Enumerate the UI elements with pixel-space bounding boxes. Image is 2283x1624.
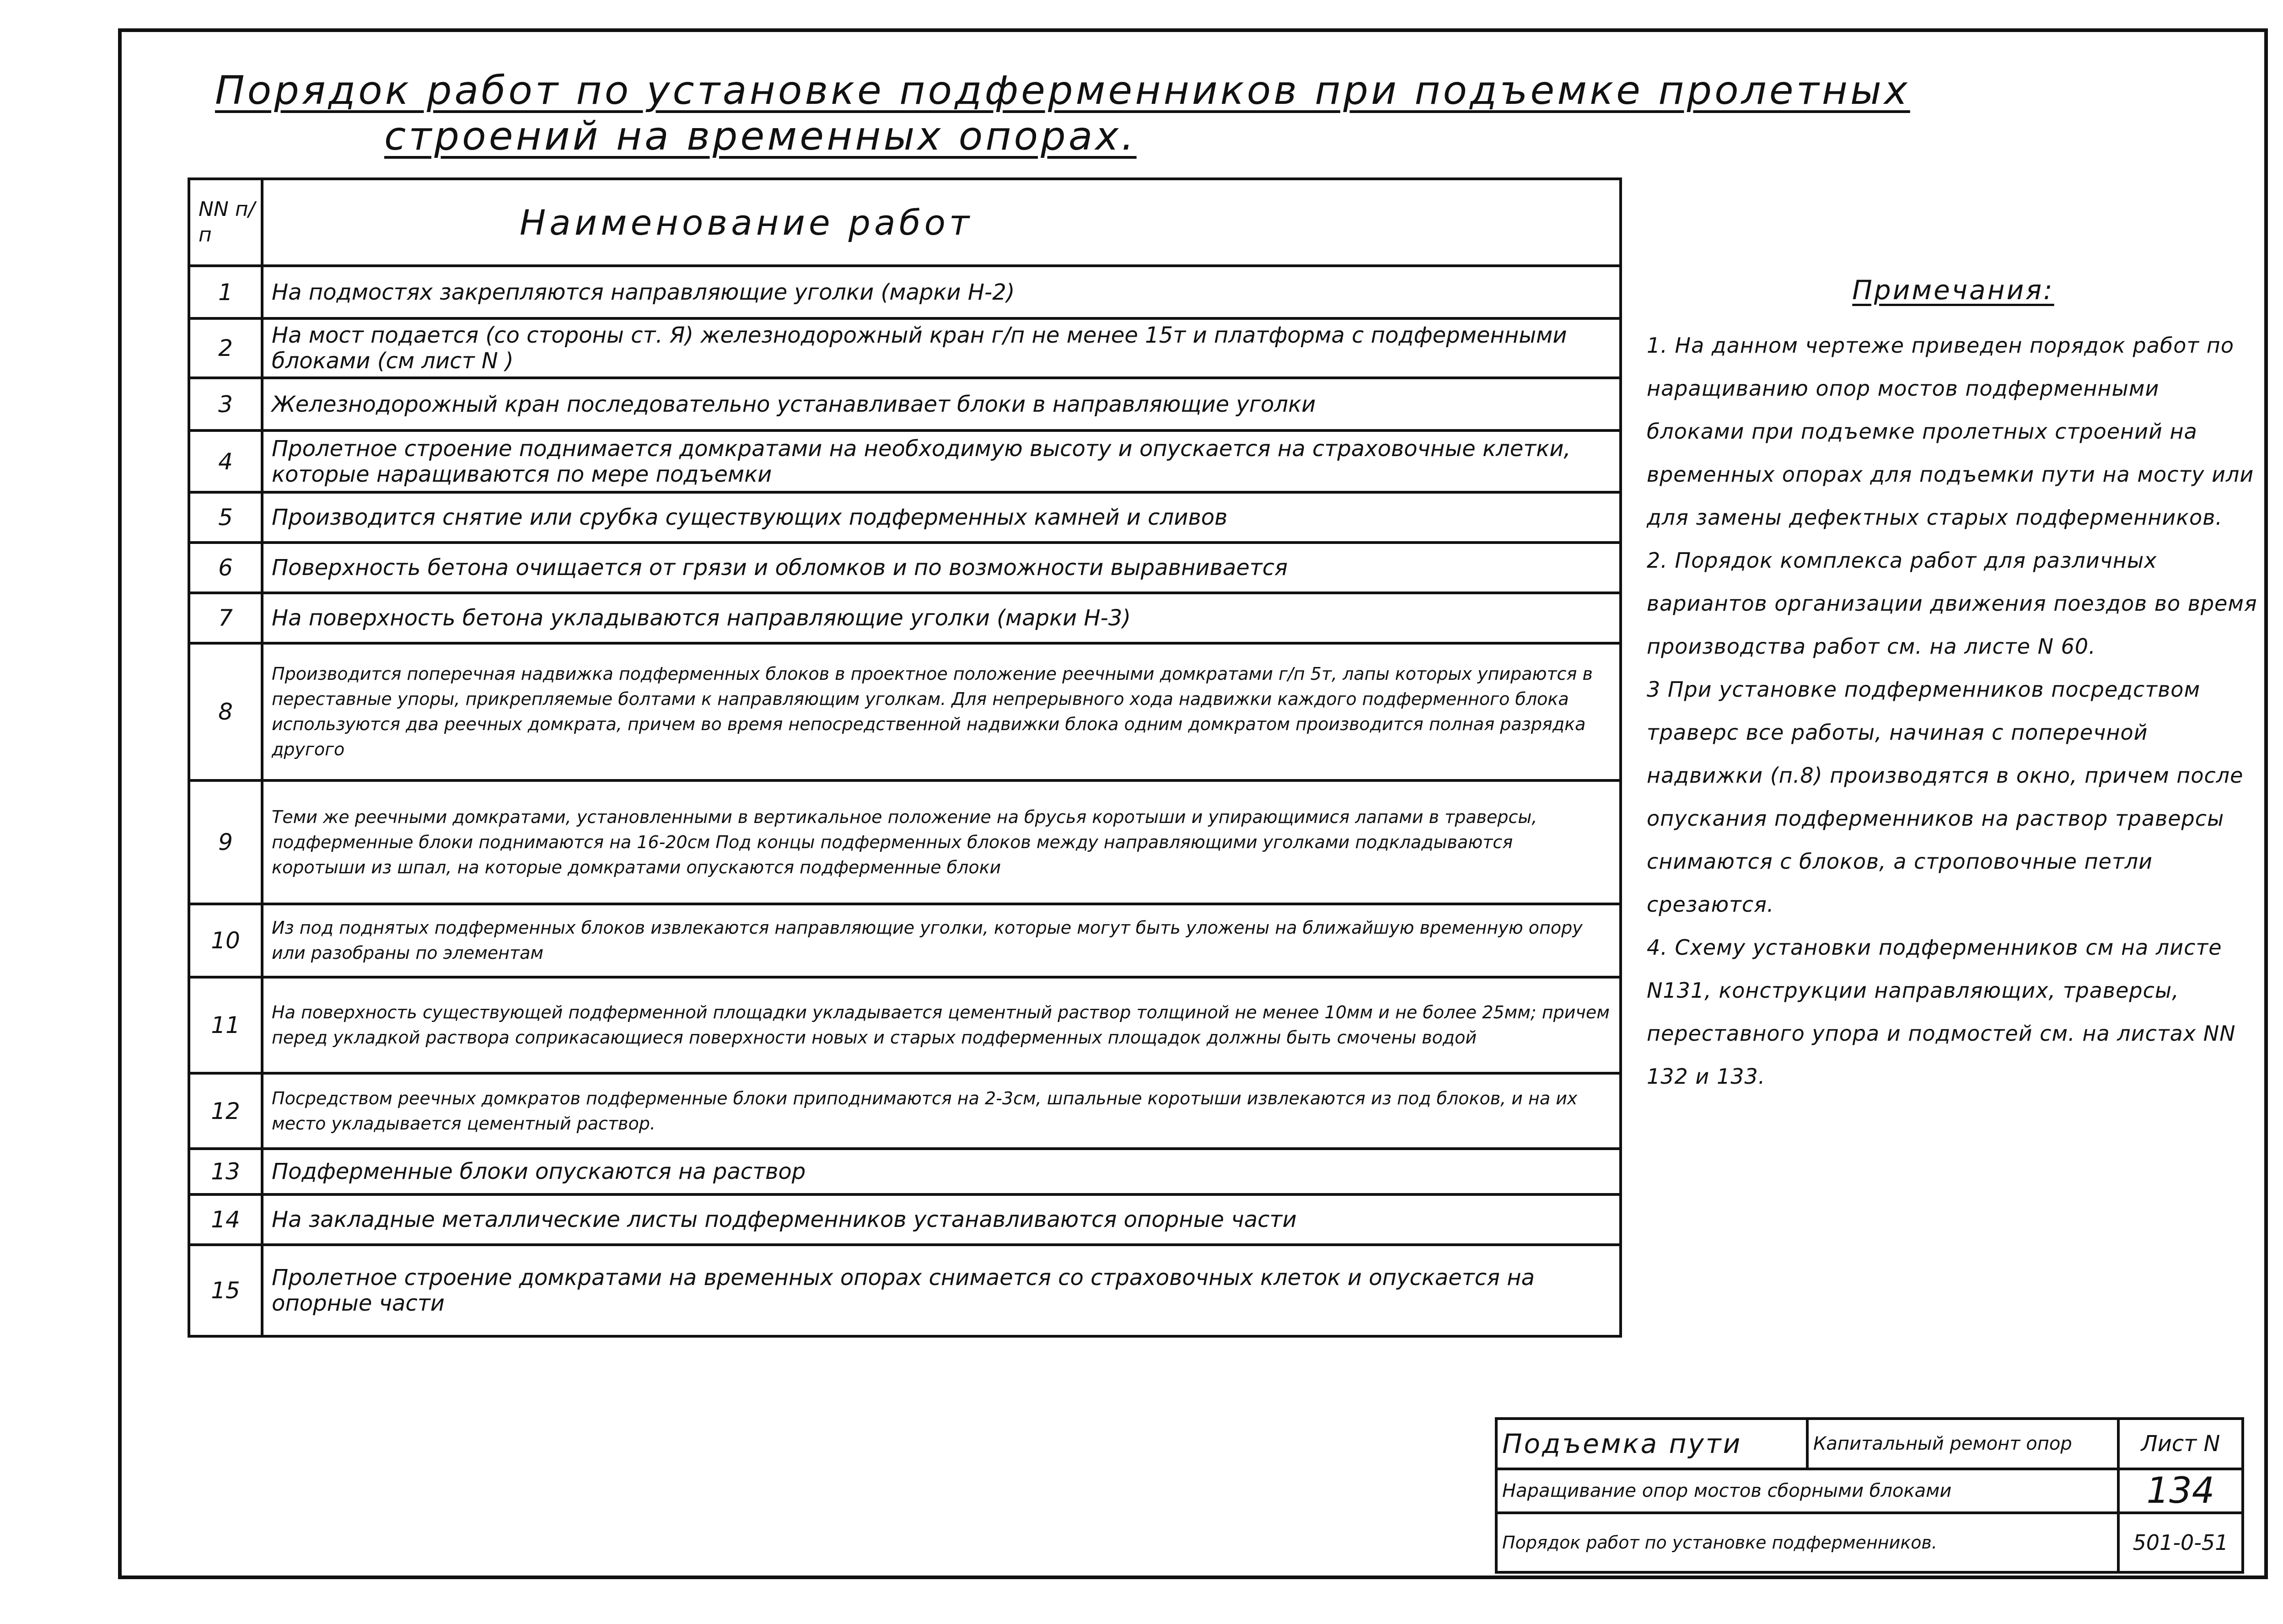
table-row [189, 1073, 1621, 1149]
row-num: 10 [189, 904, 262, 977]
row-num: 4 [189, 430, 262, 492]
row-num: 9 [189, 780, 262, 904]
row-text: Производится снятие или срубка существующих подферменных камней и сливов [262, 492, 1621, 543]
stamp-section: Подъемка пути [1496, 1419, 1807, 1469]
row-text: Подферменные блоки опускаются на раствор [262, 1149, 1621, 1194]
row-num: 15 [189, 1245, 262, 1336]
title-block [1495, 1417, 2244, 1574]
notes-block [1647, 274, 2260, 1098]
row-text: Поверхность бетона очищается от грязи и обломков и по возможности выравнивается [262, 543, 1621, 593]
row-text: На мост подается (со стороны ст. Я) железнодорожный кран г/п не менее 15т и платформа с подферменными блоками (см лист N ) [262, 318, 1621, 378]
stamp-sheet-title: Порядок работ по установке подферменников. [1496, 1513, 2118, 1572]
row-text: Теми же реечными домкратами, установленными в вертикальное положение на брусья коротыши и упирающимися лапами в траверсы, подферменные блоки поднимаются на 16-20см Под концы подферменных блоков между направляющими уголками подкладываются коротыши из шпал, на которые домкратами опускаются подферменные блоки [262, 780, 1621, 904]
table-row [189, 643, 1621, 780]
row-text: Железнодорожный кран последовательно устанавливает блоки в направляющие уголки [262, 378, 1621, 430]
row-text: На поверхность бетона укладываются направляющие уголки (марки Н-3) [262, 593, 1621, 643]
row-text: Пролетное строение поднимается домкратами на необходимую высоту и опускается на страховочные клетки, которые наращиваются по мере подъемки [262, 430, 1621, 492]
table-row [189, 543, 1621, 593]
row-num: 1 [189, 266, 262, 318]
row-text: Из под поднятых подферменных блоков извлекаются направляющие уголки, которые могут быть уложены на ближайшую временную опору или разобраны по элементам [262, 904, 1621, 977]
row-text: Производится поперечная надвижка подферменных блоков в проектное положение реечными домкратами г/п 5т, лапы которых упираются в переставные упоры, прикрепляемые болтами к направляющим уголкам. Для непрерывного хода надвижки каждого подферменного блока используются два реечных домкрата, причем во время непосредственной надвижки блока одним домкратом производится полная разрядка другого [262, 643, 1621, 780]
page-title-line-1: Порядок работ по установке подферменников при подъемке пролетных [215, 68, 1910, 113]
row-num: 11 [189, 977, 262, 1073]
row-text: Посредством реечных домкратов подферменные блоки приподнимаются на 2-3см, шпальные коротыши извлекаются из под блоков, и на их место укладывается цементный раствор. [262, 1073, 1621, 1149]
table-row [189, 378, 1621, 430]
row-num: 7 [189, 593, 262, 643]
table-row [189, 1149, 1621, 1194]
table-row [189, 977, 1621, 1073]
note-item: 1. На данном чертеже приведен порядок работ по наращиванию опор мостов подферменными блоками при подъемке пролетных строений на временных опорах для подъемки пути на мосту или для замены дефектных старых подферменников. [1647, 333, 2254, 530]
table-row [189, 1245, 1621, 1336]
note-item: 2. Порядок комплекса работ для различных вариантов организации движения поездов во время производства работ см. на листе N 60. [1647, 548, 2257, 659]
stamp-category: Капитальный ремонт опор [1807, 1419, 2118, 1469]
table-row [189, 904, 1621, 977]
row-num: 5 [189, 492, 262, 543]
stamp-code: 501-0-51 [2118, 1513, 2243, 1572]
row-text: На закладные металлические листы подферменников устанавливаются опорные части [262, 1194, 1621, 1245]
row-num: 8 [189, 643, 262, 780]
table-row [189, 780, 1621, 904]
row-text: Пролетное строение домкратами на временных опорах снимается со страховочных клеток и опускается на опорные части [262, 1245, 1621, 1336]
table-row [189, 492, 1621, 543]
note-item: 3 При установке подферменников посредством траверс все работы, начиная с поперечной надвижки (п.8) производятся в окно, причем после опускания подферменников на раствор траверсы снимаются с блоков, а строповочные петли срезаются. [1647, 677, 2244, 917]
row-num: 13 [189, 1149, 262, 1194]
page-title-line-2: строений на временных опорах. [384, 113, 1137, 159]
stamp-sheet-number: 134 [2118, 1469, 2243, 1513]
stamp-subject: Наращивание опор мостов сборными блоками [1496, 1469, 2118, 1513]
header-num: NN п/п [189, 179, 262, 266]
row-num: 2 [189, 318, 262, 378]
table-row [189, 266, 1621, 318]
note-item: 4. Схему установки подферменников см на листе N131, конструкции направляющих, траверсы, переставного упора и подмостей см. на листах NN 132 и 133. [1647, 935, 2236, 1089]
row-num: 6 [189, 543, 262, 593]
row-text: На подмостях закрепляются направляющие уголки (марки Н-2) [262, 266, 1621, 318]
stamp-sheet-label: Лист N [2118, 1419, 2243, 1469]
row-text: На поверхность существующей подферменной площадки укладывается цементный раствор толщиной не менее 10мм и не более 25мм; причем перед укладкой раствора соприкасающиеся поверхности новых и старых подферменных площадок должны быть смочены водой [262, 977, 1621, 1073]
table-row [189, 593, 1621, 643]
notes-title: Примечания: [1852, 274, 2054, 306]
row-num: 12 [189, 1073, 262, 1149]
works-table-header [189, 179, 1621, 266]
table-row [189, 430, 1621, 492]
row-num: 3 [189, 378, 262, 430]
row-num: 14 [189, 1194, 262, 1245]
table-row [189, 1194, 1621, 1245]
works-table [188, 177, 1622, 1338]
table-row [189, 318, 1621, 378]
header-name: Наименование работ [262, 179, 1621, 266]
